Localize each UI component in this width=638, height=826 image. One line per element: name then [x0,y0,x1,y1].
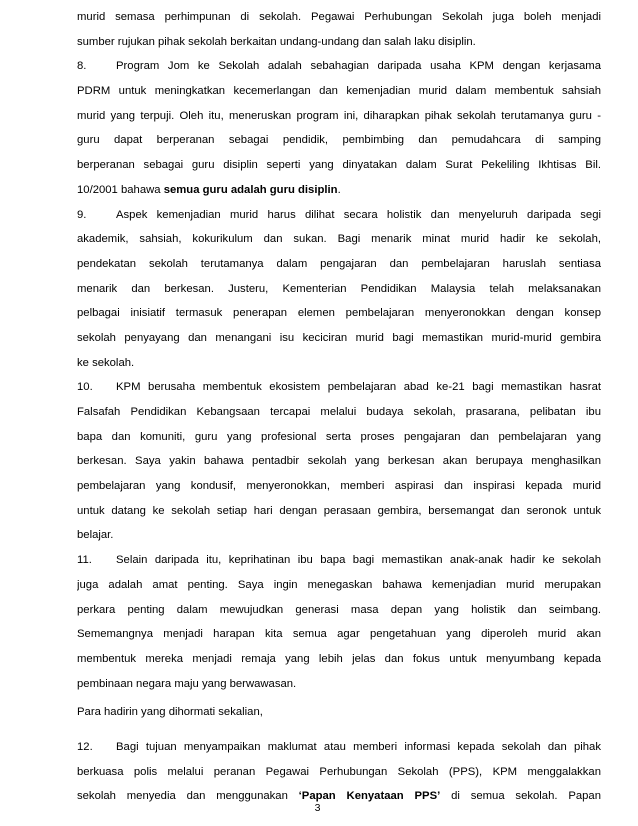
paragraph-10-line: Falsafah Pendidikan Kebangsaan tercapai melalui budaya sekolah, prasarana, pelibatan ibu [77,406,601,418]
paragraph-12-line: berkuasa polis melalui peranan Pegawai Perhubungan Sekolah (PPS), KPM menggalakkan [77,765,601,778]
paragraph-12-text: Bagi tujuan menyampaikan maklumat atau memberi informasi kepada sekolah dan pihak [116,740,601,753]
salutation: Para hadirin yang dihormati sekalian, [77,706,263,719]
paragraph-8-line: murid yang terpuji. Oleh itu, meneruskan program ini, diharapkan pihak sekolah terutamanya guru - [77,109,601,122]
paragraph-9-text: Aspek kemenjadian murid harus dilihat secara holistik dan menyeluruh daripada segi [116,208,601,221]
paragraph-9-line: pendekatan sekolah terutamanya dalam pengajaran dan pembelajaran haruslah sentiasa [77,257,601,270]
paragraph-10-line: pembelajaran yang kondusif, menyeronokkan, memberi aspirasi dan inspirasi kepada murid [77,480,601,493]
paragraph-11-line: juga adalah amat penting. Saya ingin menegaskan bahawa kemenjadian murid merupakan [77,578,601,591]
paragraph-7-line: sumber rujukan pihak sekolah berkaitan undang-undang dan salah laku disiplin. [77,35,476,48]
paragraph-9-line: sekolah penyayang dan menangani isu keciciran murid bagi memastikan murid-murid gembira [77,331,601,344]
paragraph-8-first-line [77,54,601,79]
paragraph-number: 12. [77,740,93,753]
paragraph-11-text: Selain daripada itu, keprihatinan ibu bapa bagi memastikan anak-anak hadir ke sekolah [116,554,601,567]
paragraph-11-line: perkara penting dalam mewujudkan generasi masa depan yang holistik dan seimbang. [77,603,601,616]
paragraph-8-line: berperanan sebagai guru disiplin seperti yang dinyatakan dalam Surat Pekeliling Ikhtisas Bil. [77,159,601,172]
emphasis-text: ‘Papan Kenyataan PPS’ [298,790,441,803]
paragraph-number: 11. [77,554,92,567]
paragraph-8-text: Program Jom ke Sekolah adalah sebahagian daripada usaha KPM dengan kerjasama [116,60,601,73]
paragraph-10-line: untuk datang ke sekolah setiap hari dengan perasaan gembira, bersemangat dan seronok untuk [77,504,601,517]
paragraph-8-line: PDRM untuk meningkatkan kecemerlangan dan kemenjadian murid dalam membentuk sahsiah [77,85,601,98]
document-page [77,0,601,826]
paragraph-number: 9. [77,208,87,221]
emphasis-text: semua guru adalah guru disiplin [163,183,338,196]
paragraph-11-line: Sememangnya menjadi harapan kita semua agar pengetahuan yang diperoleh murid akan [77,628,601,641]
paragraph-8-text: 10/2001 bahawa [77,183,164,196]
paragraph-10-text: KPM berusaha membentuk ekosistem pembelajaran abad ke-21 bagi memastikan hasrat [116,381,601,394]
paragraph-8-last-line [77,178,601,203]
paragraph-number: 8. [77,60,87,73]
paragraph-9-first-line [77,203,601,228]
paragraph-12-text: sekolah menyedia dan menggunakan [77,790,299,803]
page-number: 3 [314,802,321,814]
paragraph-11-first-line [77,548,601,573]
paragraph-11-line: pembinaan negara maju yang berwawasan. [77,677,297,690]
document-body [77,5,601,809]
paragraph-10-first-line [77,375,601,400]
paragraph-10-line: berkesan. Saya yakin bahawa pentadbir sekolah yang berkesan akan berupaya menghasilkan [77,455,601,468]
paragraph-12-text: di semua sekolah. Papan [440,790,601,803]
paragraph-7-line: murid semasa perhimpunan di sekolah. Pegawai Perhubungan Sekolah juga boleh menjadi [77,11,601,23]
paragraph-11-line: membentuk mereka menjadi remaja yang lebih jelas dan fokus untuk menyumbang kepada [77,652,601,665]
paragraph-number: 10. [77,381,93,394]
paragraph-10-line: bapa dan komuniti, guru yang profesional serta proses pengajaran dan pembelajaran yang [77,430,601,443]
paragraph-8-text: . [337,183,341,196]
paragraph-9-line: akademik, sahsiah, kokurikulum dan sukan. Bagi menarik minat murid hadir ke sekolah, [77,233,601,246]
paragraph-9-line: ke sekolah. [77,356,135,369]
paragraph-8-line: guru dapat berperanan sebagai pendidik, pembimbing dan pemudahcara di samping [77,134,601,147]
paragraph-10-line: belajar. [77,529,114,542]
paragraph-9-line: pelbagai inisiatif termasuk penerapan elemen pembelajaran menyeronokkan dengan konsep [77,307,601,320]
paragraph-9-line: menarik dan berkesan. Justeru, Kementerian Pendidikan Malaysia telah melaksanakan [77,282,601,295]
paragraph-12-first-line [77,735,601,760]
